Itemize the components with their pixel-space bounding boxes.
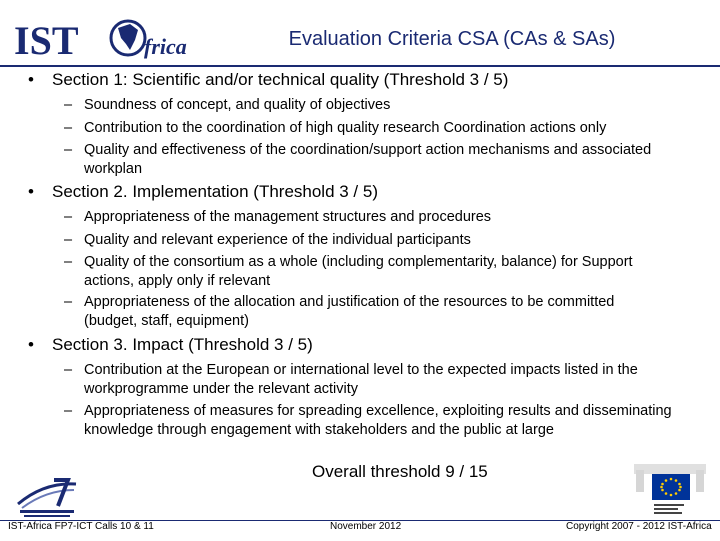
ist-africa-logo — [14, 14, 194, 64]
logo-text-script: frica — [144, 34, 187, 59]
bullet: • — [28, 70, 34, 89]
footer-left: IST-Africa FP7-ICT Calls 10 & 11 — [8, 521, 154, 532]
fp7-logo — [14, 476, 80, 518]
header-divider — [0, 65, 720, 67]
footer-date: November 2012 — [330, 521, 402, 532]
european-commission-logo — [630, 462, 710, 520]
logo-text-main: IST — [14, 18, 79, 63]
overall-threshold: Overall threshold 9 / 15 — [312, 462, 488, 481]
footer-copyright: Copyright 2007 - 2012 IST-Africa — [566, 521, 712, 532]
slide-title: Evaluation Criteria CSA (CAs & SAs) — [288, 28, 616, 50]
slide: IST frica Evaluation Criteria CSA (CAs & SAs) • Section 1: Scientific and/or technical quality (Threshold 3 / 5) – Soundness of concept, and quality of objectives – Contribution to the coordination of high quality research Coordination actions only – Quality and effectiveness of the coordination/support action mechanisms and associated workplan • Section 2. Implementation (Threshold 3 / 5) – Appropriateness of the management structures and procedures – Quality and relevant experience of the individual participants – Quality of the consortium as a whole (including complementarity, balance) for Support actions, apply only if relevant – Appropriateness of the allocation and justification of the resources to be committed (budget, staff, equipment) • Section 3. Impact (Threshold 3 / 5) – Contribution at the European or international level to the expected impacts listed in the workprogramme under the relevant activity – Appropriateness of measures for spreading excellence, exploiting results and disseminating knowledge through engagement with stakeholders and the public at large Overall threshold 9 / 15 IST-Africa FP7-ICT Calls 10 & 11 November 2012 Copyright 2007 - 2012 IST-Africa — [0, 0, 720, 540]
